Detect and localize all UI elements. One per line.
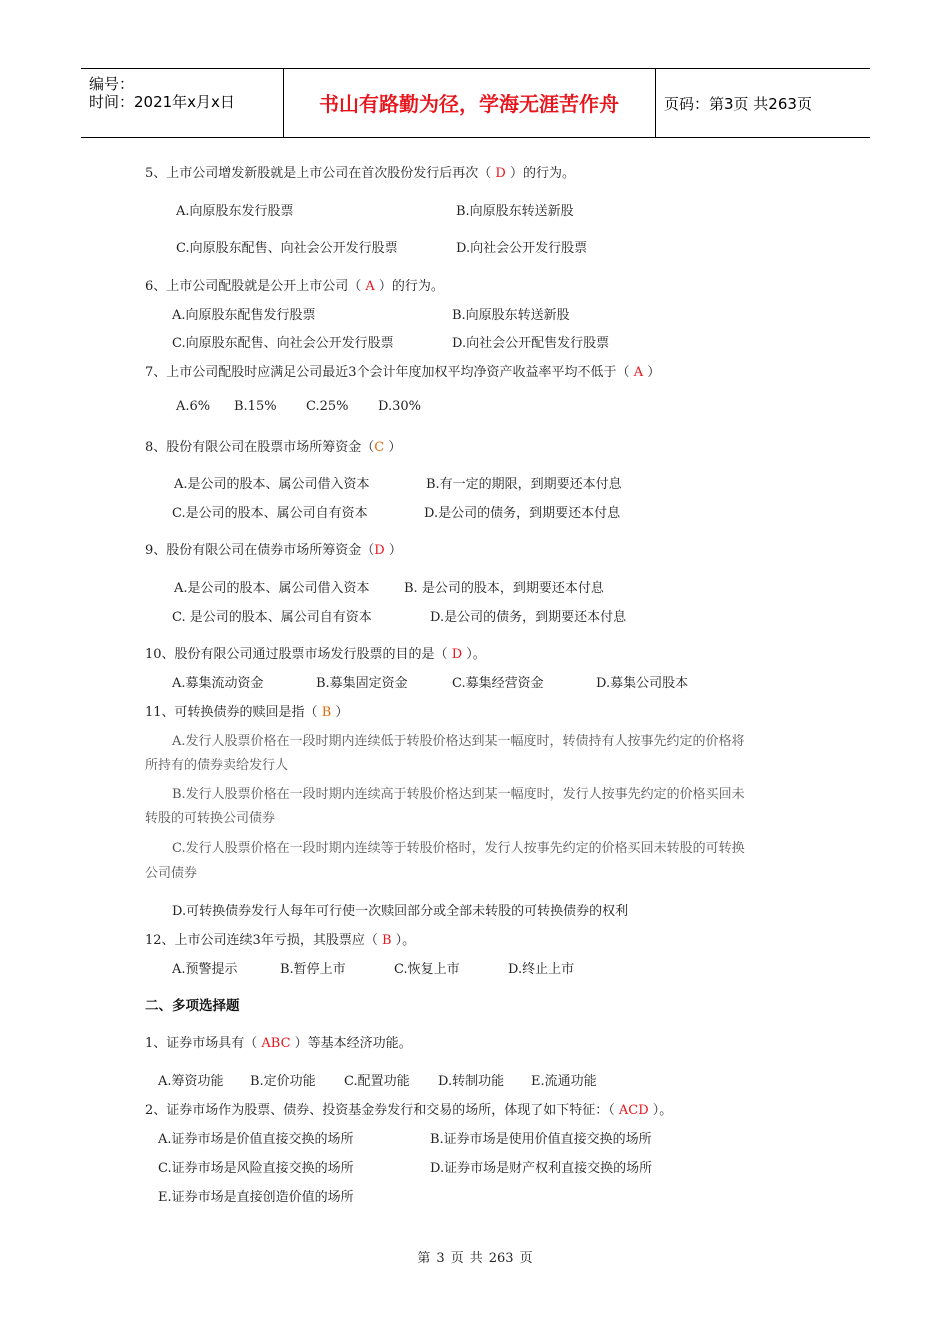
option-d: D.募集公司股本 [596,676,689,691]
answer: B [321,705,332,720]
answer: D [374,543,385,558]
page-footer [0,1247,950,1266]
footer-ye-end: 页 [519,1251,533,1266]
multi-question-1 [145,1032,412,1051]
question-text: 9、股份有限公司在债券市场所筹资金（ [145,543,375,558]
option-a: A.是公司的股本、属公司借入资本 [174,477,370,492]
option-c: C.募集经营资金 [452,676,544,691]
answer: D [451,647,463,662]
option-a: A.募集流动资金 [172,676,264,691]
option-b-line-1: B.发行人股票价格在一段时期内连续高于转股价格达到某一幅度时，发行人按事先约定的价格买回未 [172,787,745,802]
question-text-end: ）等基本经济功能。 [290,1036,412,1051]
footer-ye: 页 [450,1251,464,1266]
option-d: D.30% [378,399,421,414]
answer: B [381,933,392,948]
header-left-cell [81,69,284,137]
option-c: C.恢复上市 [394,962,460,977]
question-text-end: ） [384,440,402,455]
option-b: B. 是公司的股本，到期要还本付息 [404,581,604,596]
question-text-end: ） [384,543,402,558]
option-c: C.25% [306,399,349,414]
option-a: A.6% [176,399,211,414]
option-c: C.向原股东配售、向社会公开发行股票 [176,241,398,256]
option-b-line-2: 转股的可转换公司债券 [145,811,276,826]
answer: A [365,279,375,294]
footer-total-pages: 263 [488,1251,514,1266]
option-d: D.转制功能 [438,1074,505,1089]
option-c-line-2: 公司债券 [145,866,198,881]
option-b: B.15% [234,399,277,414]
option-a-line-1: A.发行人股票价格在一段时期内连续低于转股价格达到某一幅度时，转债持有人按事先约定的价格将 [172,734,745,749]
option-d: D.向社会公开配售发行股票 [452,336,610,351]
question-12 [145,929,415,948]
option-d: D.可转换债券发行人每年可行使一次赎回部分或全部未转股的可转换债券的权利 [172,904,629,919]
option-a: A.向原股东配售发行股票 [172,308,316,323]
question-text-end: ）。 [462,647,486,662]
question-text-end: ）。 [648,1103,673,1118]
option-d: D.终止上市 [508,962,575,977]
option-e: E.证券市场是直接创造价值的场所 [158,1190,354,1205]
number-label: 编号： [89,75,135,93]
question-text: 7、上市公司配股时应满足公司最近3个会计年度加权平均净资产收益率平均不低于（ [145,365,634,380]
option-b: B.暂停上市 [280,962,346,977]
question-text-end: ）的行为。 [505,166,575,181]
question-9 [145,539,402,558]
answer: D [495,166,506,181]
option-d: D.是公司的债务，到期要还本付息 [424,506,621,521]
option-b: B.募集固定资金 [316,676,408,691]
question-text: 10、股份有限公司通过股票市场发行股票的目的是（ [145,647,452,662]
option-c: C.向原股东配售、向社会公开发行股票 [172,336,394,351]
page-header [81,68,870,138]
header-motto: 书山有路勤为径，学海无涯苦作舟 [319,92,619,116]
option-a: A.证券市场是价值直接交换的场所 [158,1132,354,1147]
option-a: A.预警提示 [172,962,238,977]
option-a-line-2: 所持有的债券卖给发行人 [145,758,289,773]
question-text: 1、证券市场具有（ [145,1036,262,1051]
question-8 [145,436,401,455]
option-c-line-1: C.发行人股票价格在一段时期内连续等于转股价格时，发行人按事先约定的价格买回未转股的可转换 [172,841,745,856]
footer-page-number: 3 [436,1251,445,1266]
page-label: 页码：第3页 共263页 [664,95,812,113]
answer: ACD [618,1103,649,1118]
time-label: 时间：2021年x月x日 [89,93,235,111]
question-text: 8、股份有限公司在股票市场所筹资金（ [145,440,375,455]
question-text: 12、上市公司连续3年亏损，其股票应（ [145,933,382,948]
option-c: C.配置功能 [344,1074,410,1089]
multi-question-2 [145,1099,672,1118]
option-a: A.向原股东发行股票 [176,204,294,219]
footer-di: 第 [417,1251,431,1266]
footer-gong: 共 [469,1251,483,1266]
question-text-end: ）的行为。 [374,279,444,294]
question-10 [145,643,486,662]
question-text-end: ） [643,365,661,380]
option-b: B.向原股东转送新股 [452,308,570,323]
option-b: B.向原股东转送新股 [456,204,574,219]
question-text: 6、上市公司配股就是公开上市公司（ [145,279,366,294]
option-c: C. 是公司的股本、属公司自有资本 [172,610,372,625]
option-d: D.是公司的债务，到期要还本付息 [430,610,627,625]
option-d: D.证券市场是财产权利直接交换的场所 [430,1161,653,1176]
question-6 [145,275,444,294]
option-d: D.向社会公开发行股票 [456,241,588,256]
question-text: 5、上市公司增发新股就是上市公司在首次股份发行后再次（ [145,166,496,181]
option-b: B.定价功能 [250,1074,316,1089]
question-text: 11、可转换债券的赎回是指（ [145,705,322,720]
option-e: E.流通功能 [531,1074,597,1089]
answer: A [633,365,644,380]
question-text-end: ） [331,705,349,720]
question-11 [145,701,348,720]
option-a: A.是公司的股本、属公司借入资本 [174,581,370,596]
option-c: C.证券市场是风险直接交换的场所 [158,1161,354,1176]
section-title: 二、多项选择题 [145,998,240,1014]
header-right-cell [655,69,871,137]
answer: C [374,440,385,455]
answer: ABC [261,1036,291,1051]
option-a: A.筹资功能 [158,1074,224,1089]
question-text-end: ）。 [391,933,416,948]
option-b: B.证券市场是使用价值直接交换的场所 [430,1132,652,1147]
option-c: C.是公司的股本、属公司自有资本 [172,506,368,521]
question-5 [145,162,575,181]
option-b: B.有一定的期限，到期要还本付息 [426,477,622,492]
question-7 [145,361,660,380]
question-text: 2、证券市场作为股票、债券、投资基金券发行和交易的场所，体现了如下特征：（ [145,1103,619,1118]
